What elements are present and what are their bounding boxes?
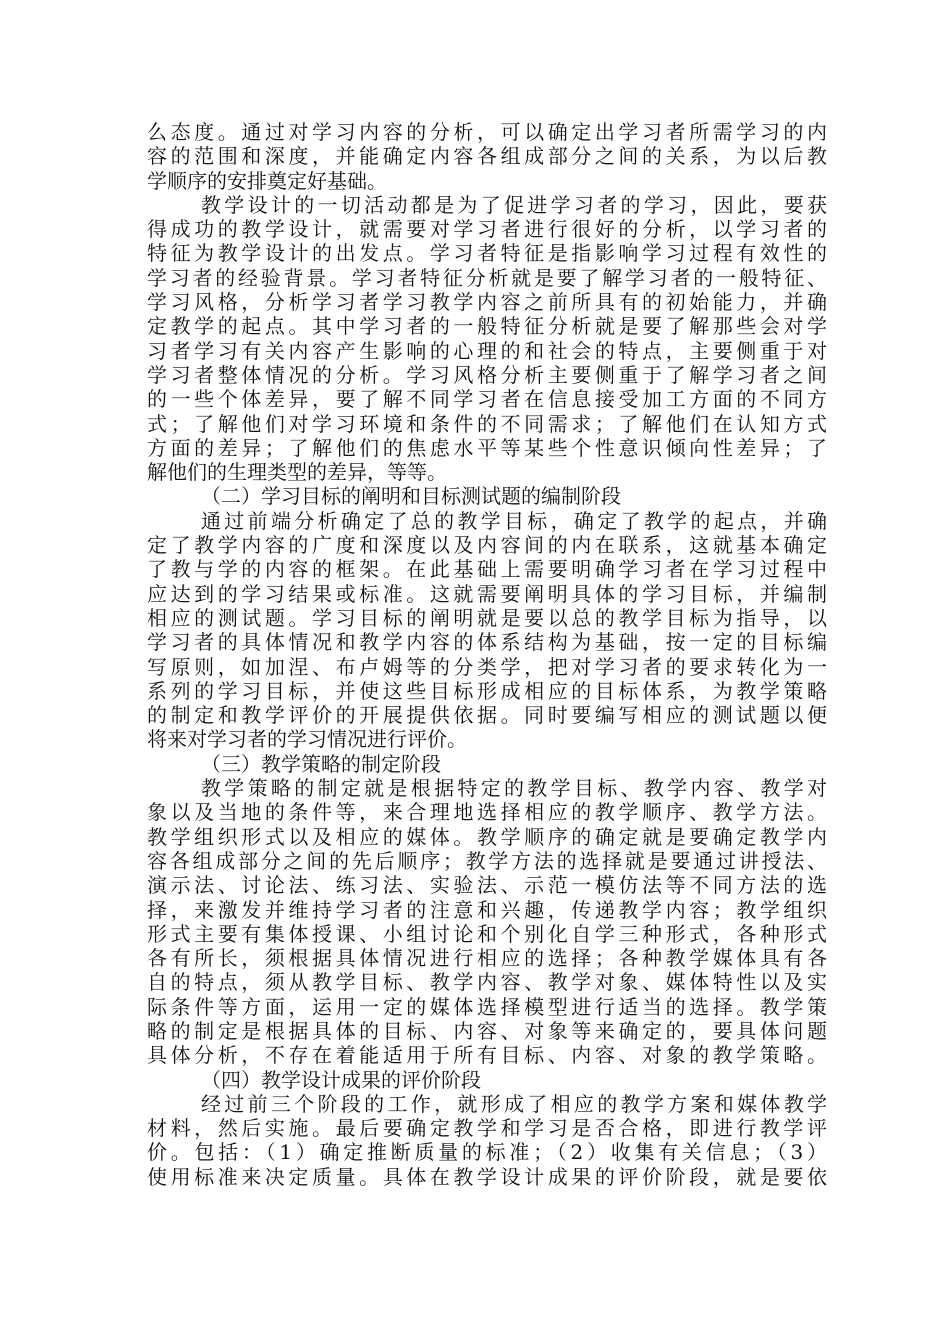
text-line: 各有所长，须根据具体情况进行相应的选择；各种教学媒体具有各	[147, 946, 827, 971]
text-line: 写原则，如加涅、布卢姆等的分类学，把对学习者的要求转化为一	[147, 654, 827, 679]
text-line: 学习者的具体情况和教学内容的体系结构为基础，按一定的目标编	[147, 630, 827, 655]
text-line: 习者学习有关内容产生影响的心理的和社会的特点，主要侧重于对	[147, 338, 827, 363]
text-line: 自的特点，须从教学目标、教学内容、教学对象、媒体特性以及实	[147, 970, 827, 995]
text-line: 学习者的经验背景。学习者特征分析就是要了解学习者的一般特征、	[147, 265, 827, 290]
text-line: 教学策略的制定就是根据特定的教学目标、教学内容、教学对	[201, 776, 827, 801]
text-line: 系列的学习目标，并使这些目标形成相应的目标体系，为教学策略	[147, 678, 827, 703]
text-line: 容的范围和深度，并能确定内容各组成部分之间的关系，为以后教	[147, 144, 827, 169]
text-line: 材料，然后实施。最后要确定教学和学习是否合格，即进行教学评	[147, 1116, 827, 1141]
text-line: 择，来激发并维持学习者的注意和兴趣，传递教学内容；教学组织	[147, 897, 827, 922]
text-line: 际条件等方面，运用一定的媒体选择模型进行适当的选择。教学策	[147, 994, 827, 1019]
text-line: 的一些个体差异，要了解不同学习者在信息接受加工方面的不同方	[147, 387, 827, 412]
text-line: 方面的差异；了解他们的焦虑水平等某些个性意识倾向性差异；了	[147, 435, 827, 460]
text-line: 定教学的起点。其中学习者的一般特征分析就是要了解那些会对学	[147, 314, 827, 339]
text-line: 具体分析，不存在着能适用于所有目标、内容、对象的教学策略。	[147, 1043, 827, 1068]
text-line: 通过前端分析确定了总的教学目标，确定了教学的起点，并确	[201, 508, 827, 533]
text-line: 学顺序的安排奠定好基础。	[147, 168, 387, 193]
section-heading: （三）教学策略的制定阶段	[201, 751, 441, 776]
text-line: 么态度。通过对学习内容的分析，可以确定出学习者所需学习的内	[147, 120, 827, 144]
section-heading: （四）教学设计成果的评价阶段	[201, 1067, 481, 1092]
text-line: 容各组成部分之间的先后顺序；教学方法的选择就是要通过讲授法、	[147, 848, 827, 873]
text-line: 价。包括：（1）确定推断质量的标准；（2）收集有关信息；（3）	[147, 1140, 827, 1165]
text-line: 特征为教学设计的出发点。学习者特征是指影响学习过程有效性的	[147, 241, 827, 266]
text-line: 将来对学习者的学习情况进行评价。	[147, 727, 467, 752]
text-line: 略的制定是根据具体的目标、内容、对象等来确定的，要具体问题	[147, 1018, 827, 1043]
text-column	[147, 120, 827, 1189]
text-line: 定了教学内容的广度和深度以及内容间的内在联系，这就基本确定	[147, 533, 827, 558]
text-line: 相应的测试题。学习目标的阐明就是要以总的教学目标为指导，以	[147, 605, 827, 630]
text-line: 教学组织形式以及相应的媒体。教学顺序的确定就是要确定教学内	[147, 824, 827, 849]
text-line: 的制定和教学评价的开展提供依据。同时要编写相应的测试题以便	[147, 703, 827, 728]
text-line: 演示法、讨论法、练习法、实验法、示范一模仿法等不同方法的选	[147, 873, 827, 898]
text-line: 象以及当地的条件等，来合理地选择相应的教学顺序、教学方法。	[147, 800, 827, 825]
text-line: 应达到的学习结果或标准。这就需要阐明具体的学习目标，并编制	[147, 581, 827, 606]
text-line: 学习风格，分析学习者学习教学内容之前所具有的初始能力，并确	[147, 290, 827, 315]
text-line: 式；了解他们对学习环境和条件的不同需求；了解他们在认知方式	[147, 411, 827, 436]
text-line: 使用标准来决定质量。具体在教学设计成果的评价阶段，就是要依	[147, 1164, 827, 1189]
text-line: 形式主要有集体授课、小组讨论和个别化自学三种形式，各种形式	[147, 921, 827, 946]
text-line: 学习者整体情况的分析。学习风格分析主要侧重于了解学习者之间	[147, 362, 827, 387]
text-line: 了教与学的内容的框架。在此基础上需要明确学习者在学习过程中	[147, 557, 827, 582]
text-line: 教学设计的一切活动都是为了促进学习者的学习，因此，要获	[201, 192, 827, 217]
section-heading: （二）学习目标的阐明和目标测试题的编制阶段	[201, 484, 621, 509]
text-line: 解他们的生理类型的差异，等等。	[147, 460, 447, 485]
text-line: 经过前三个阶段的工作，就形成了相应的教学方案和媒体教学	[201, 1091, 827, 1116]
text-line: 得成功的教学设计，就需要对学习者进行很好的分析，以学习者的	[147, 217, 827, 242]
